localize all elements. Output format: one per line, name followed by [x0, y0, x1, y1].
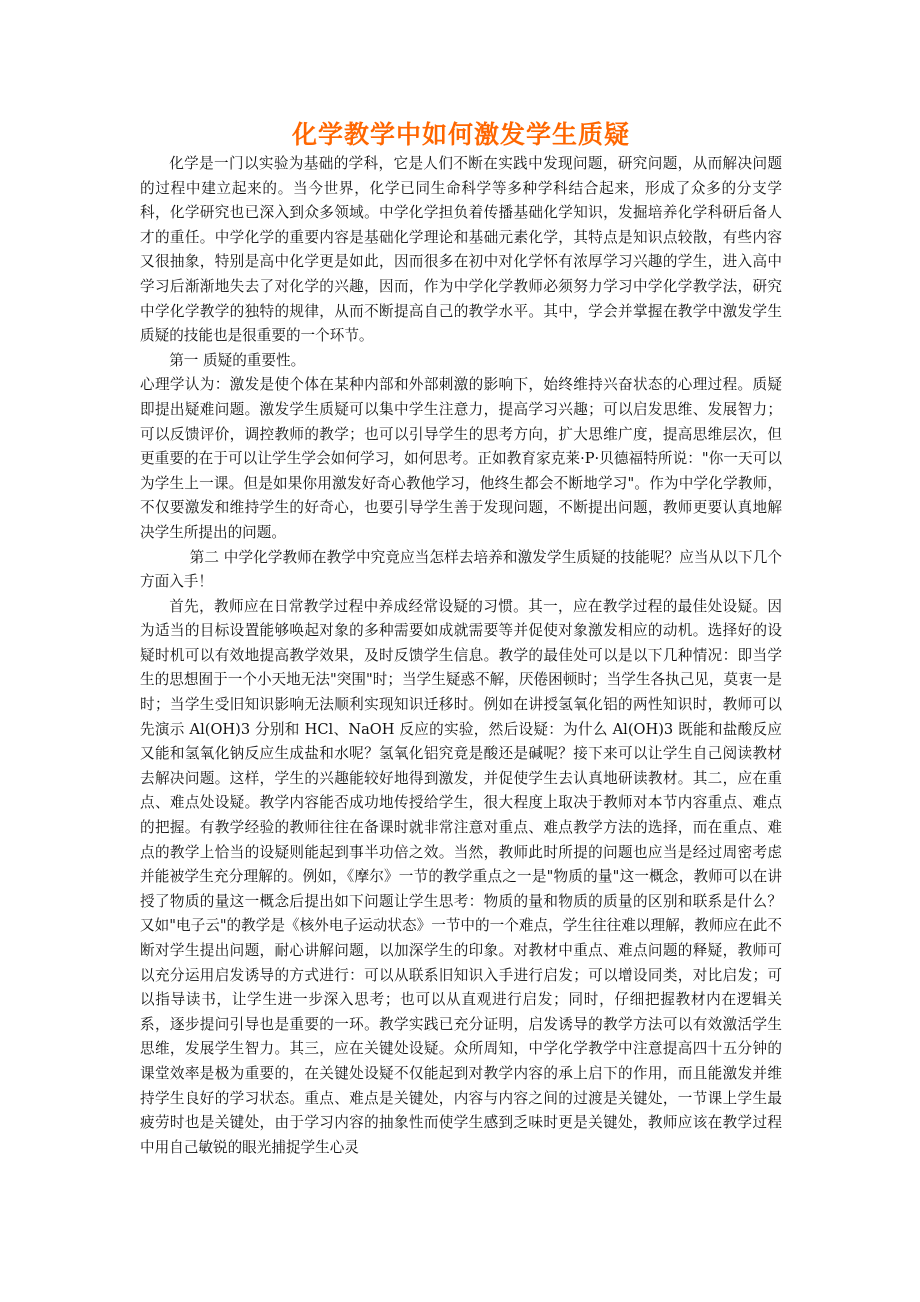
paragraph-importance: 心理学认为：激发是使个体在某种内部和外部刺激的影响下，始终维持兴奋状态的心理过程。质疑即提出疑难问题。激发学生质疑可以集中学生注意力，提高学习兴趣；可以启发思维、发展智力；可以反馈评价，调控教师的教学；也可以引导学生的思考方向，扩大思维广度，提高思维层次，但更重要的在于可以让学生学会如何学习，如何思考。正如教育家克莱·P·贝德福特所说："你一天可以为学生上一课。但是如果你用激发好奇心教他学习，他终生都会不断地学习"。作为中学化学教师，不仅要激发和维持学生的好奇心，也要引导学生善于发现问题，不断提出问题，教师更要认真地解决学生所提出的问题。 — [140, 376, 782, 541]
section-heading-1: 第一 质疑的重要性。 — [169, 351, 306, 369]
paragraph-methods: 首先，教师应在日常教学过程中养成经常设疑的习惯。其一，应在教学过程的最佳处设疑。因为适当的目标设置能够唤起对象的多种需要如成就需要等并促使对象激发相应的动机。选择好的设疑时机可以有效地提高教学效果，及时反馈学生信息。教学的最佳处可以是以下几种情况：即当学生的思想囿于一个小天地无法"突围"时；当学生疑惑不解，厌倦困顿时；当学生各执己见，莫衷一是时；当学生受旧知识影响无法顺利实现知识迁移时。例如在讲授氢氧化铝的两性知识时，教师可以先演示 Al(OH)3 分别和 HCl、NaOH 反应的实验，然后设疑：为什么 Al(OH)3 既能和盐酸反应又能和氢氧化钠反应生成盐和水呢？氢氧化铝究竟是酸还是碱呢？接下来可以让学生自己阅读教材去解决问题。这样，学生的兴趣能较好地得到激发，并促使学生去认真地研读教材。其二，应在重点、难点处设疑。教学内容能否成功地传授给学生，很大程度上取决于教师对本节内容重点、难点的把握。有教学经验的教师往往在备课时就非常注意对重点、难点教学方法的选择，而在重点、难点的教学上恰当的设疑则能起到事半功倍之效。当然，教师此时所提的问题也应当是经过周密考虑并能被学生充分理解的。例如，《摩尔》一节的教学重点之一是"物质的量"这一概念，教师可以在讲授了物质的量这一概念后提出如下问题让学生思考：物质的量和物质的质量的区别和联系是什么？又如"电子云"的教学是《核外电子运动状态》一节中的一个难点，学生往往难以理解，教师应在此不断对学生提出问题，耐心讲解问题，以加深学生的印象。对教材中重点、难点问题的释疑，教师可以充分运用启发诱导的方式进行：可以从联系旧知识入手进行启发；可以增设同类，对比启发；可以指导读书，让学生进一步深入思考；也可以从直观进行启发；同时，仔细把握教材内在逻辑关系，逐步提问引导也是重要的一环。教学实践已充分证明，启发诱导的教学方法可以有效激活学生思维，发展学生智力。其三，应在关键处设疑。众所周知，中学化学教学中注意提高四十五分钟的课堂效率是极为重要的，在关键处设疑不仅能起到对教学内容的承上启下的作用，而且能激发并维持学生良好的学习状态。重点、难点是关键处，内容与内容之间的过渡是关键处，一节课上学生最疲劳时也是关键处，由于学习内容的抽象性而使学生感到乏味时更是关键处，教师应该在教学过程中用自己敏锐的眼光捕捉学生心灵 — [140, 597, 782, 1156]
section-heading-2: 第二 中学化学教师在教学中究竟应当怎样去培养和激发学生质疑的技能呢？应当从以下几个方面入手！ — [140, 548, 782, 591]
document-body — [140, 152, 782, 1160]
document-page — [140, 118, 782, 1160]
paragraph-intro: 化学是一门以实验为基础的学科，它是人们不断在实践中发现问题，研究问题，从而解决问题的过程中建立起来的。当今世界，化学已同生命科学等多种学科结合起来，形成了众多的分支学科，化学研究也已深入到众多领域。中学化学担负着传播基础化学知识，发掘培养化学科研后备人才的重任。中学化学的重要内容是基础化学理论和基础元素化学，其特点是知识点较散，有些内容又很抽象，特别是高中化学更是如此，因而很多在初中对化学怀有浓厚学习兴趣的学生，进入高中学习后渐渐地失去了对化学的兴趣，因而，作为中学化学教师必须努力学习中学化学教学法，研究中学化学教学的独特的规律，从而不断提高自己的教学水平。其中，学会并掌握在教学中激发学生质疑的技能也是很重要的一个环节。 — [140, 155, 782, 345]
document-title: 化学教学中如何激发学生质疑 — [291, 120, 630, 149]
